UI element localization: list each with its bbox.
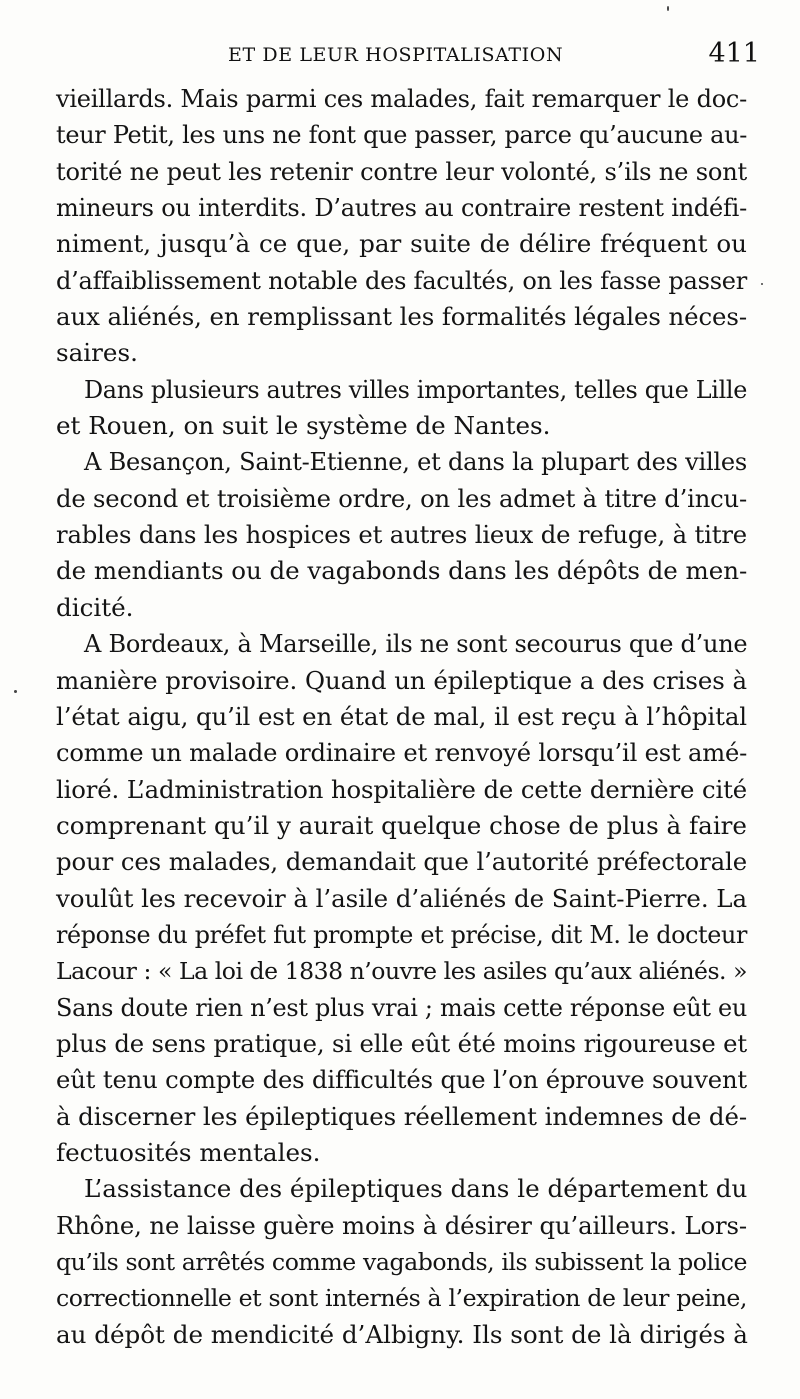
text-line: fectuosités mentales. — [56, 1137, 321, 1167]
page-header — [56, 38, 760, 78]
running-title: ET DE LEUR HOSPITALISATION — [228, 44, 564, 66]
text-line: mineurs ou interdits. D’autres au contraire restent indéfi- — [56, 194, 747, 223]
text-line: correctionnelle et sont internés à l’expiration de leur peine, — [56, 1284, 747, 1313]
text-line: et Rouen, on suit le système de Nantes. — [56, 411, 551, 441]
text-line: à discerner les épileptiques réellement indemnes de dé- — [56, 1101, 748, 1131]
ink-speck — [761, 283, 763, 285]
text-line: l’état aigu, qu’il est en état de mal, il est reçu à l’hôpital — [56, 701, 747, 731]
text-line: A Besançon, Saint-Etienne, et dans la plupart des villes — [84, 448, 747, 477]
text-line: Sans doute rien n’est plus vrai ; mais cette réponse eût eu — [56, 993, 747, 1022]
text-line: dicité. — [56, 592, 134, 622]
text-line: saires. — [56, 338, 138, 368]
text-line: eût tenu compte des difficultés que l’on éprouve souvent — [56, 1065, 747, 1095]
ink-speck — [667, 6, 669, 11]
text-line: Dans plusieurs autres villes importantes, telles que Lille — [84, 375, 747, 404]
text-line: pour ces malades, demandait que l’autorité préfectorale — [56, 847, 747, 877]
body-text — [56, 81, 747, 1353]
text-line: lioré. L’administration hospitalière de cette dernière cité — [56, 774, 747, 804]
text-line: aux aliénés, en remplissant les formalités légales néces- — [56, 302, 747, 332]
ink-speck — [14, 690, 17, 693]
text-line: réponse du préfet fut prompte et précise, dit M. le docteur — [56, 920, 747, 949]
text-line: torité ne peut les retenir contre leur volonté, s’ils ne sont — [56, 157, 747, 186]
text-line: niment, jusqu’à ce que, par suite de délire fréquent ou — [56, 229, 747, 259]
text-line: manière provisoire. Quand un épileptique a des crises à — [56, 665, 747, 695]
text-line: au dépôt de mendicité d’Albigny. Ils sont de là dirigés à — [56, 1319, 748, 1349]
text-line: plus de sens pratique, si elle eût été moins rigoureuse et — [56, 1028, 747, 1058]
text-line: de mendiants ou de vagabonds dans les dépôts de men- — [56, 556, 748, 586]
text-line: teur Petit, les uns ne font que passer, parce qu’aucune au- — [56, 121, 747, 150]
text-line: qu’ils sont arrêtés comme vagabonds, ils subissent la police — [56, 1248, 747, 1276]
text-line: Lacour : « La loi de 1838 n’ouvre les asiles qu’aux aliénés. » — [56, 957, 747, 986]
text-line: L’assistance des épileptiques dans le département du — [84, 1174, 748, 1204]
page-number: 411 — [708, 38, 760, 69]
text-line: comme un malade ordinaire et renvoyé lorsqu’il est amé- — [56, 739, 748, 768]
text-line: A Bordeaux, à Marseille, ils ne sont secourus que d’une — [84, 630, 748, 659]
text-line: voulût les recevoir à l’asile d’aliénés de Saint-Pierre. La — [56, 883, 748, 913]
text-line: rables dans les hospices et autres lieux de refuge, à titre — [56, 520, 747, 550]
text-line: Rhône, ne laisse guère moins à désirer qu’ailleurs. Lors- — [56, 1210, 748, 1240]
text-line: vieillards. Mais parmi ces malades, fait remarquer le doc- — [56, 85, 747, 113]
text-line: comprenant qu’il y aurait quelque chose de plus à faire — [56, 810, 747, 840]
text-line: d’affaiblissement notable des facultés, on les fasse passer — [56, 266, 747, 295]
text-line: de second et troisième ordre, on les admet à titre d’incu- — [56, 483, 747, 513]
